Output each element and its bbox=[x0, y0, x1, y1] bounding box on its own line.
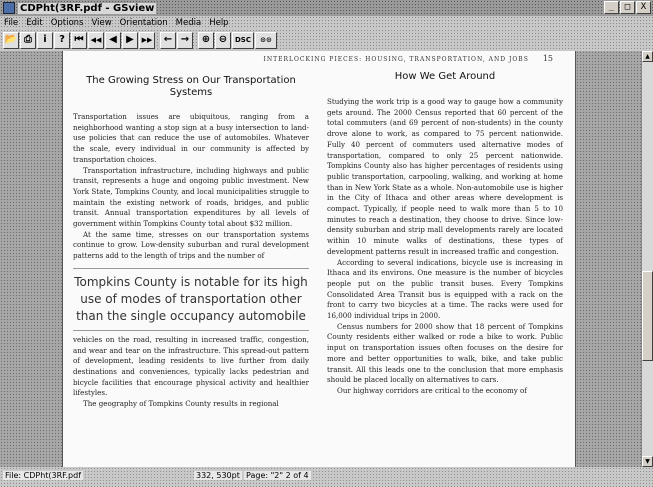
page-number: 15 bbox=[542, 54, 553, 63]
right-column bbox=[327, 71, 563, 397]
scroll-up-arrow-icon[interactable]: ▲ bbox=[642, 51, 653, 62]
left-column bbox=[73, 71, 309, 410]
info-icon[interactable]: i bbox=[37, 32, 53, 49]
menu-options[interactable]: Options bbox=[50, 17, 84, 28]
right-heading: How We Get Around bbox=[394, 71, 496, 82]
status-page: Page: "2" 2 of 4 bbox=[246, 471, 309, 480]
paragraph: vehicles on the road, resulting in increased traffic, congestion, and wear and tear on the infrastructure. This spread-out pattern of development, leading residents to live further from daily destinations and conveniences, typically lacks pedestrian and bicycle facilities that encourage physical activity and healthier lifestyles. bbox=[73, 334, 309, 398]
scroll-thumb[interactable] bbox=[642, 271, 653, 361]
paragraph: Transportation issues are ubiquitous, ranging from a neighborhood wanting a stop sign at a busy intersection to land-use policies that can reduce the use of automobiles. Whatever the scale, every individual in our community is affected by transportation choices. bbox=[73, 112, 309, 164]
dsc-icon[interactable]: DSC bbox=[232, 32, 254, 49]
paragraph: The geography of Tompkins County results in regional bbox=[83, 399, 279, 409]
prev-page-icon[interactable]: ◀ bbox=[105, 32, 121, 49]
window-controls bbox=[604, 1, 651, 14]
running-head-title: INTERLOCKING PIECES: HOUSING, TRANSPORTATION, AND JOBS bbox=[263, 56, 529, 63]
paragraph: Our highway corridors are critical to the economy of bbox=[337, 385, 527, 395]
scroll-down-arrow-icon[interactable]: ▼ bbox=[642, 456, 653, 467]
print-icon[interactable]: ⎙ bbox=[20, 32, 36, 49]
minimize-button[interactable]: _ bbox=[604, 1, 619, 14]
toolbar bbox=[0, 29, 653, 51]
paragraph: According to several indications, bicycle use is increasing in Ithaca and its environs. One measure is the number of bicycles people put on the public transit buses. Every Tompkins Consolidated Area Transit bus is equipped with a rack on the front to carry two bicycles at a time. The racks were used for 16,000 individual trips in 2000. bbox=[327, 257, 563, 321]
paragraph: Census numbers for 2000 show that 18 percent of Tompkins County residents either walked or rode a bike to work. Public input on transportation issues often focuses on the desire for more and better opportunities to walk, bike, and take public transit. All this leads one to the conclusion that more emphasis should be placed locally on alternatives to cars. bbox=[327, 321, 563, 385]
gsview-app-icon bbox=[3, 2, 15, 14]
first-page-icon[interactable]: ⏮ bbox=[71, 32, 87, 49]
left-heading: The Growing Stress on Our Transportation Systems bbox=[86, 75, 296, 98]
next-page-icon[interactable]: ▶ bbox=[122, 32, 138, 49]
paragraph: At the same time, stresses on our transportation systems continue to grow. Low-density suburban and rural development patterns add to the length of trips and the number of bbox=[73, 229, 309, 261]
menu-file[interactable]: File bbox=[4, 17, 19, 28]
menu-bar bbox=[0, 16, 653, 29]
status-bar bbox=[0, 467, 653, 487]
zoom-in-icon[interactable]: ⊕ bbox=[198, 32, 214, 49]
window-title: CDPht(3RF.pdf - GSview bbox=[20, 2, 155, 14]
prev-page-fast-icon[interactable]: ◀◀ bbox=[88, 32, 104, 49]
vertical-scrollbar[interactable] bbox=[641, 51, 653, 467]
document-viewport[interactable] bbox=[0, 51, 641, 467]
menu-edit[interactable]: Edit bbox=[26, 17, 43, 28]
back-icon[interactable]: ← bbox=[160, 32, 176, 49]
paragraph: Studying the work trip is a good way to gauge how a community gets around. The 2000 Census reported that 60 percent of the total commuters (and 69 percent of non-students) in the county drove alone to work, as compared to 75 percent nationwide. Fully 40 percent of commuters used alternative modes of transportation, compared to only 25 percent nationwide. Tompkins County also has higher percentages of residents using public transportation, carpooling, walking, and working at home than in New York State as a whole. Non-automobile use is higher in the City of Ithaca and other areas where development is compact. Typically, if people need to walk more than 5 to 10 minutes to reach a destination, they choose to drive. Since low-density suburban and strip mall developments rarely are located within 10 minute walks of destinations, these types of development patterns result in increased traffic and congestion. bbox=[327, 97, 563, 256]
title-bar[interactable] bbox=[0, 0, 653, 16]
status-coordinates: 332, 530pt bbox=[196, 471, 240, 480]
document-page bbox=[62, 51, 576, 467]
forward-icon[interactable]: → bbox=[177, 32, 193, 49]
maximize-button[interactable]: □ bbox=[620, 1, 635, 14]
last-page-icon[interactable]: ▶▶ bbox=[139, 32, 155, 49]
menu-view[interactable]: View bbox=[91, 17, 112, 28]
status-file: File: CDPht(3RF.pdf bbox=[5, 471, 82, 480]
menu-orientation[interactable]: Orientation bbox=[119, 17, 168, 28]
close-button[interactable]: X bbox=[636, 1, 651, 14]
preview-icon[interactable]: ⊙⊙ bbox=[255, 32, 277, 49]
running-head bbox=[263, 54, 553, 63]
open-icon[interactable]: 📂 bbox=[3, 32, 19, 49]
pull-quote: Tompkins County is notable for its high use of modes of transportation other than the single occupancy automobile bbox=[73, 268, 309, 331]
menu-media[interactable]: Media bbox=[175, 17, 202, 28]
help-icon[interactable]: ? bbox=[54, 32, 70, 49]
menu-help[interactable]: Help bbox=[209, 17, 229, 28]
zoom-out-icon[interactable]: ⊖ bbox=[215, 32, 231, 49]
paragraph: Transportation infrastructure, including highways and public transit, represents a huge and ongoing public investment. New York State, Tompkins County, and local municipalities struggle to maintain the existing network of roads, bridges, and public transit. Annual transportation expenditures by all levels of government within Tompkins County total about $32 million. bbox=[73, 165, 309, 229]
